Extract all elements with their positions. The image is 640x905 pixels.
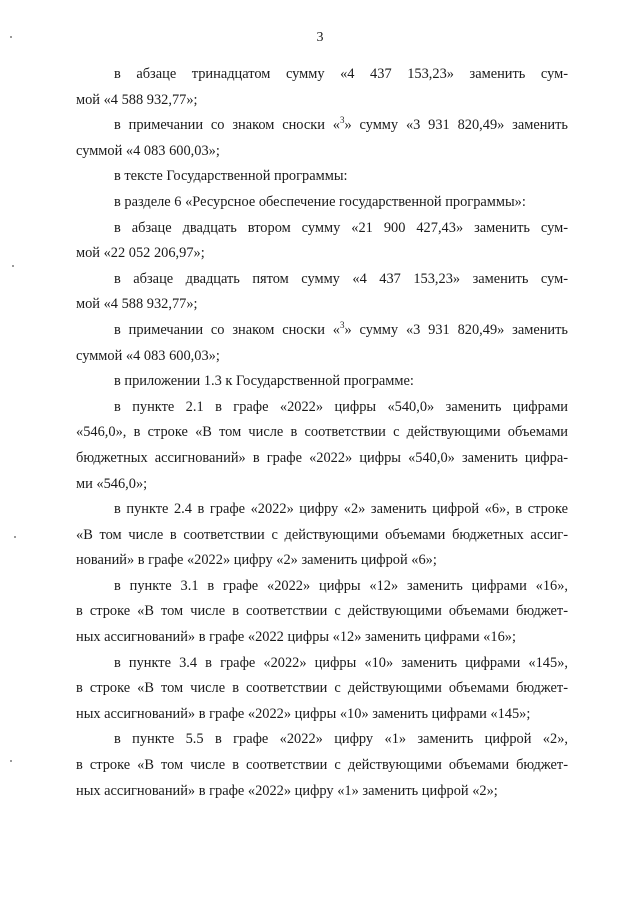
paragraph-line: в абзаце двадцать втором сумму «21 900 427,43» заменить сум- (114, 219, 568, 236)
paragraph (76, 651, 568, 728)
paragraph-line: в разделе 6 «Ресурсное обеспечение государственной программы»: (114, 193, 526, 210)
paragraph-line: в примечании со знаком сноски «$^3$» сумму «3 931 820,49» заменить (114, 320, 568, 338)
paragraph (76, 190, 568, 216)
paragraph (76, 216, 568, 267)
paragraph-line: в абзаце тринадцатом сумму «4 437 153,23» заменить сум- (114, 66, 568, 82)
scan-speck (10, 760, 12, 762)
paragraph-line: мой «22 052 206,97»; (76, 245, 205, 262)
footnote-mark: 3 (339, 115, 345, 126)
paragraph (76, 369, 568, 395)
paragraph-line: в тексте Государственной программы: (114, 168, 348, 185)
paragraph-line: в примечании со знаком сноски «$^3$» сумму «3 931 820,49» заменить (114, 115, 568, 134)
paragraph (76, 574, 568, 651)
paragraph-line: в пункте 5.5 в графе «2022» цифру «1» заменить цифрой «2», (114, 731, 568, 748)
paragraph-line: бюджетных ассигнований» в графе «2022» цифры «540,0» заменить цифра- (76, 449, 568, 466)
paragraph (76, 62, 568, 113)
paragraph-line: «546,0», в строке «В том числе в соответствии с действующими объемами (76, 424, 568, 441)
paragraph (76, 113, 568, 164)
paragraph-line: суммой «4 083 600,03»; (76, 347, 220, 364)
paragraph-line: в пункте 3.4 в графе «2022» цифры «10» заменить цифрами «145», (114, 654, 568, 671)
paragraph-line: в пункте 2.4 в графе «2022» цифру «2» заменить цифрой «6», в строке (114, 501, 568, 518)
paragraph-line: ных ассигнований» в графе «2022» цифры «10» заменить цифрами «145»; (76, 705, 531, 722)
paragraph-line: мой «4 588 932,77»; (76, 91, 198, 108)
scan-speck (14, 536, 16, 538)
paragraph-line: «В том числе в соответствии с действующими объемами бюджетных ассиг- (76, 526, 568, 543)
paragraph-line: в строке «В том числе в соответствии с действующими объемами бюджет- (76, 680, 568, 697)
paragraph-line: мой «4 588 932,77»; (76, 296, 198, 313)
paragraph-line: в строке «В том числе в соответствии с действующими объемами бюджет- (76, 757, 568, 774)
paragraph (76, 318, 568, 369)
paragraph-line: в абзаце двадцать пятом сумму «4 437 153,23» заменить сум- (114, 270, 568, 287)
paragraph-line: нований» в графе «2022» цифру «2» заменить цифрой «6»; (76, 552, 437, 569)
paragraph-line: в пункте 3.1 в графе «2022» цифры «12» заменить цифрами «16», (114, 577, 568, 594)
paragraph (76, 267, 568, 318)
paragraph-line: ных ассигнований» в графе «2022» цифру «1» заменить цифрой «2»; (76, 782, 498, 799)
document-body (76, 62, 568, 804)
page-number: 3 (316, 30, 324, 45)
paragraph (76, 727, 568, 804)
paragraph-line: в строке «В том числе в соответствии с действующими объемами бюджет- (76, 603, 568, 620)
paragraph (76, 395, 568, 497)
paragraph-line: ных ассигнований» в графе «2022 цифры «12» заменить цифрами «16»; (76, 629, 516, 646)
paragraph-line: в приложении 1.3 к Государственной программе: (114, 373, 414, 390)
paragraph-line: суммой «4 083 600,03»; (76, 142, 220, 159)
paragraph-line: в пункте 2.1 в графе «2022» цифры «540,0» заменить цифрами (114, 398, 568, 415)
scan-speck (10, 36, 12, 38)
footnote-mark: 3 (339, 320, 345, 331)
scan-speck (12, 265, 14, 267)
paragraph-line: ми «546,0»; (76, 475, 148, 492)
paragraph (76, 164, 568, 190)
paragraph (76, 497, 568, 574)
